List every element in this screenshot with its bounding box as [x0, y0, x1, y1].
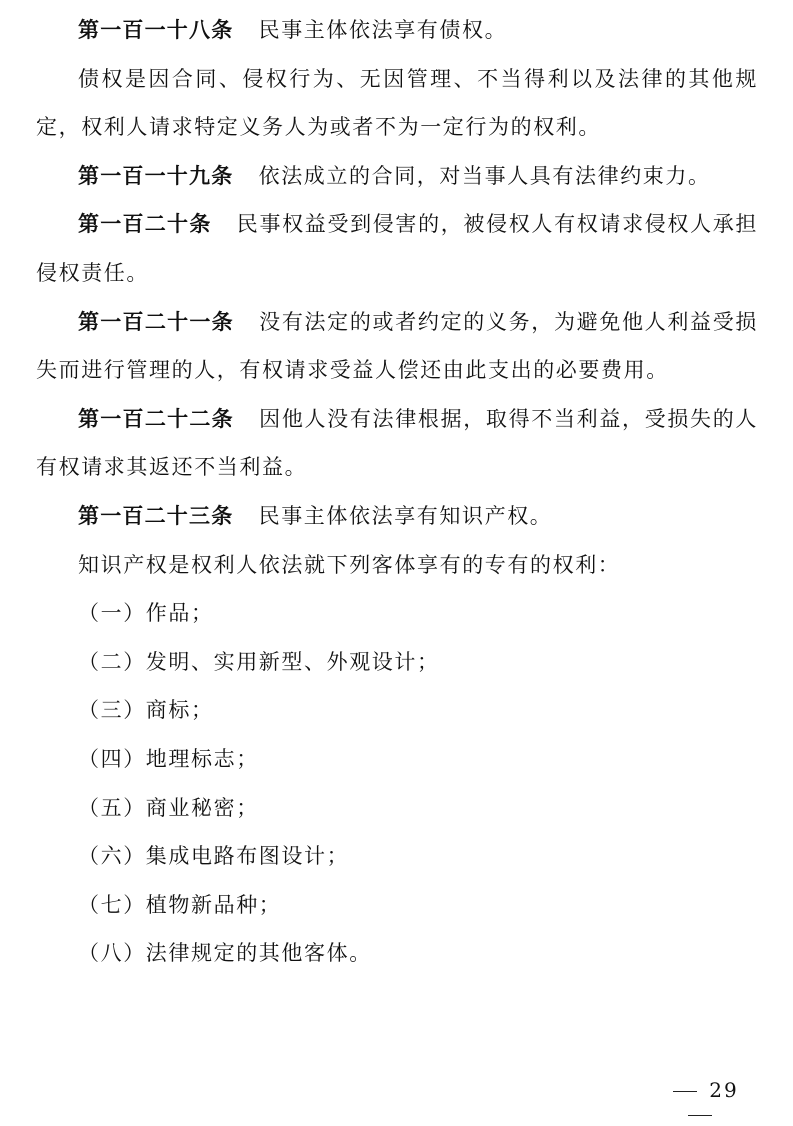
article-122 — [36, 395, 758, 492]
list-item: （七）植物新品种； — [78, 892, 282, 917]
article-body: 没有法定的或者约定的义务，为避免他人利益受损失而进行管理的人，有权请求受益人偿还由此支出的必要费用。 — [36, 309, 758, 383]
article-body: 民事权益受到侵害的，被侵权人有权请求侵权人承担侵权责任。 — [36, 212, 758, 285]
dash-left — [673, 1091, 697, 1092]
article-title: 第一百二十二条 — [78, 406, 234, 431]
article-119 — [36, 152, 758, 201]
list-item: （六）集成电路布图设计； — [78, 844, 350, 869]
article-title: 第一百一十九条 — [78, 163, 234, 188]
list-item: （三）商标； — [78, 698, 214, 723]
dash-right — [688, 1115, 712, 1116]
page-number: 29 — [709, 1078, 739, 1102]
list-item: （八）法律规定的其他客体。 — [78, 941, 372, 966]
article-123-paragraph-2 — [36, 541, 758, 590]
list-item: （一）作品； — [78, 601, 214, 626]
article-body: 知识产权是权利人依法就下列客体享有的专有的权利： — [78, 552, 621, 577]
document-page — [36, 6, 758, 978]
list-item: （二）发明、实用新型、外观设计； — [78, 649, 440, 674]
article-118 — [36, 6, 758, 55]
article-title: 第一百一十八条 — [78, 18, 234, 42]
article-body: 民事主体依法享有知识产权。 — [258, 503, 553, 528]
article-title: 第一百二十一条 — [78, 309, 234, 334]
list-item: （五）商业秘密； — [78, 795, 259, 820]
article-body: 因他人没有法律根据，取得不当利益，受损失的人有权请求其返还不当利益。 — [36, 406, 758, 480]
article-body: 债权是因合同、侵权行为、无因管理、不当得利以及法律的其他规定，权利人请求特定义务人为或者不为一定行为的权利。 — [36, 66, 758, 140]
article-body: 民事主体依法享有债权。 — [258, 18, 508, 42]
article-body: 依法成立的合同，对当事人具有法律约束力。 — [258, 163, 711, 188]
article-title: 第一百二十条 — [78, 212, 212, 237]
list-item: （四）地理标志； — [78, 746, 259, 771]
article-120 — [36, 200, 758, 297]
article-title: 第一百二十三条 — [78, 503, 234, 528]
page-footer — [645, 1078, 755, 1126]
article-121 — [36, 298, 758, 395]
article-118-paragraph-2 — [36, 55, 758, 152]
article-123 — [36, 492, 758, 541]
